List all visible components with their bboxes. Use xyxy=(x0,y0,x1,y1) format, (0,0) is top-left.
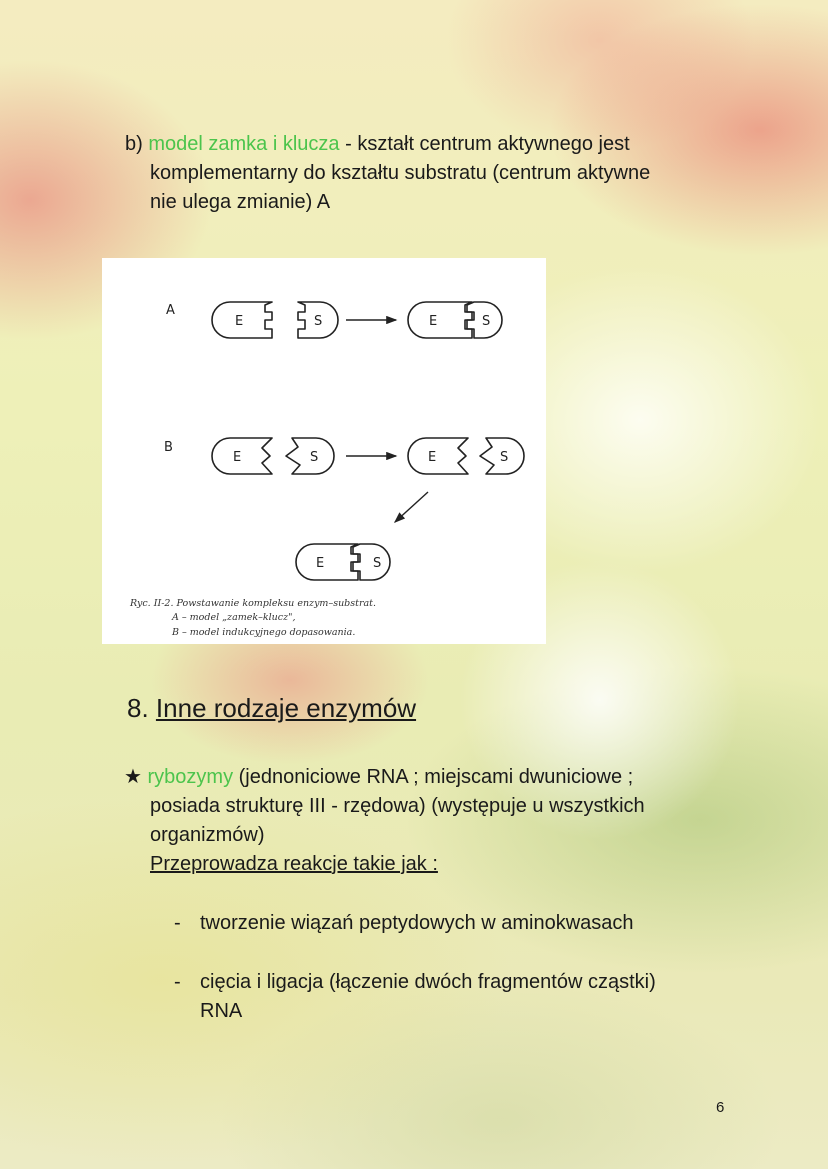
rybozymy-line2: posiada strukturę III - rzędowa) (występuje u wszystkich xyxy=(150,795,645,817)
enzyme-label-a2: E xyxy=(429,314,438,329)
enzyme-substrate-diagram xyxy=(102,258,546,644)
row-b-label: B xyxy=(164,440,173,455)
star-icon: ★ xyxy=(124,766,148,788)
enzyme-label-b2: E xyxy=(428,450,437,465)
list-item-line1: tworzenie wiązań peptydowych w aminokwasach xyxy=(200,912,634,934)
substrate-label-b2: S xyxy=(500,450,509,465)
term-lock-and-key: model zamka i klucza xyxy=(148,133,340,155)
enzyme-label-b1: E xyxy=(233,450,242,465)
rybozymy-line1: (jednoniciowe RNA ; miejscami dwuniciowe ; xyxy=(233,766,634,788)
list-item xyxy=(174,968,734,1026)
substrate-label-b1: S xyxy=(310,450,319,465)
substrate-label-c: S xyxy=(373,556,382,571)
rybozymy-paragraph xyxy=(124,763,764,879)
dash-icon: - xyxy=(174,912,181,934)
list-item-line1: cięcia i ligacja (łączenie dwóch fragmentów cząstki) xyxy=(200,971,656,993)
enzyme-substrate-figure xyxy=(102,258,546,644)
figure-caption-line2: A – model „zamek–klucz", xyxy=(172,612,296,623)
enzyme-shape-b2 xyxy=(408,438,468,474)
figure-caption-line1: Ryc. II-2. Powstawanie kompleksu enzym–substrat. xyxy=(130,598,376,609)
section-b-line2: komplementarny do kształtu substratu (centrum aktywne xyxy=(150,162,651,184)
enzyme-label-c: E xyxy=(316,556,325,571)
page-number: 6 xyxy=(716,1099,725,1116)
row-a-label: A xyxy=(166,303,175,318)
section-8-title: Inne rodzaje enzymów xyxy=(155,693,417,723)
enzyme-shape-a2 xyxy=(408,302,472,338)
section-b-line1: - kształt centrum aktywnego jest xyxy=(339,133,630,155)
section-b-paragraph xyxy=(125,130,745,217)
section-8-number: 8. xyxy=(127,693,156,723)
dash-icon: - xyxy=(174,971,181,993)
arrow-c xyxy=(395,492,428,522)
enzyme-shape-c xyxy=(296,544,358,580)
list-item xyxy=(174,909,734,938)
list-item-line2: RNA xyxy=(200,1000,243,1022)
substrate-label-a2: S xyxy=(482,314,491,329)
section-8-heading xyxy=(127,691,416,725)
enzyme-shape-b1 xyxy=(212,438,272,474)
enzyme-label-a1: E xyxy=(235,314,244,329)
substrate-label-a1: S xyxy=(314,314,323,329)
section-b-line3: nie ulega zmianie) A xyxy=(150,191,331,213)
rybozymy-subheading: Przeprowadza reakcje takie jak : xyxy=(150,853,438,875)
figure-caption-line3: B – model indukcyjnego dopasowania. xyxy=(172,627,356,638)
rybozymy-line3: organizmów) xyxy=(150,824,265,846)
term-rybozymy: rybozymy xyxy=(147,766,234,788)
list-marker-b: b) xyxy=(125,133,143,155)
